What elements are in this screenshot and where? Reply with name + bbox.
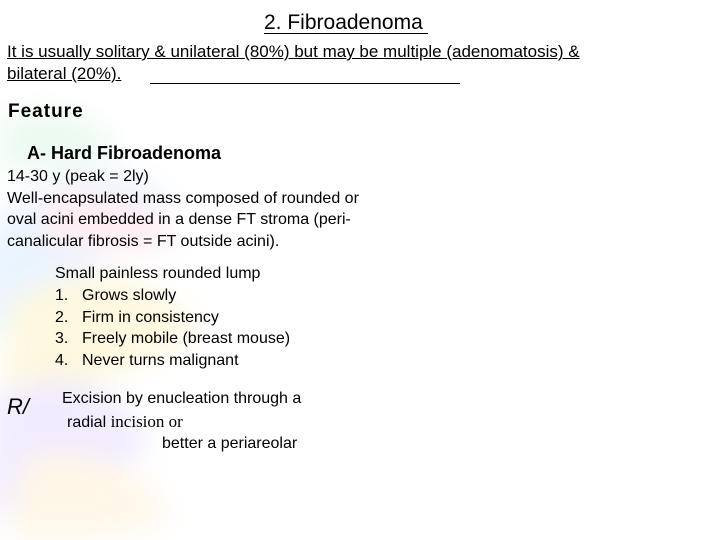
list-number: 4. xyxy=(55,351,69,369)
hard-fibroadenoma-heading: A- Hard Fibroadenoma xyxy=(27,143,222,163)
intro-underline xyxy=(150,83,460,84)
list-item xyxy=(55,307,290,329)
treatment-symbol: R/ xyxy=(7,394,29,419)
list-item xyxy=(55,350,290,372)
list-item xyxy=(55,285,290,307)
slide-title: 2. Fibroadenoma xyxy=(264,11,423,34)
pathology-text-line-2: oval acini embedded in a dense FT stroma (peri- xyxy=(7,211,351,228)
list-number: 2. xyxy=(55,308,69,326)
intro-line-2: bilateral (20%). xyxy=(7,64,122,83)
clinical-intro: Small painless rounded lump xyxy=(55,265,261,282)
list-text: Freely mobile (breast mouse) xyxy=(82,330,291,347)
treatment-line-1: Excision by enucleation through a xyxy=(62,390,302,407)
clinical-features-list xyxy=(55,285,290,371)
feature-heading: Feature xyxy=(8,101,84,122)
list-number: 1. xyxy=(55,287,69,304)
treatment-line-2 xyxy=(67,411,183,433)
list-text: Firm in consistency xyxy=(82,308,219,326)
list-text: Never turns malignant xyxy=(82,351,239,369)
age-range-text: 14-30 y (peak = 2ly) xyxy=(7,168,149,185)
pathology-text-line-3: canalicular fibrosis = FT outside acini). xyxy=(7,233,280,250)
title-underline xyxy=(264,33,428,34)
list-number: 3. xyxy=(55,330,69,347)
treatment-line-2-b: incision or xyxy=(110,412,183,431)
treatment-line-2-a: radial xyxy=(67,414,111,431)
list-text: Grows slowly xyxy=(82,287,177,304)
intro-line-1: It is usually solitary & unilateral (80%) but may be multiple (adenomatosis) & xyxy=(7,42,580,61)
list-item xyxy=(55,328,290,350)
pathology-text-line-1: Well-encapsulated mass composed of rounded or xyxy=(7,190,359,207)
treatment-line-3: better a periareolar xyxy=(162,435,298,452)
